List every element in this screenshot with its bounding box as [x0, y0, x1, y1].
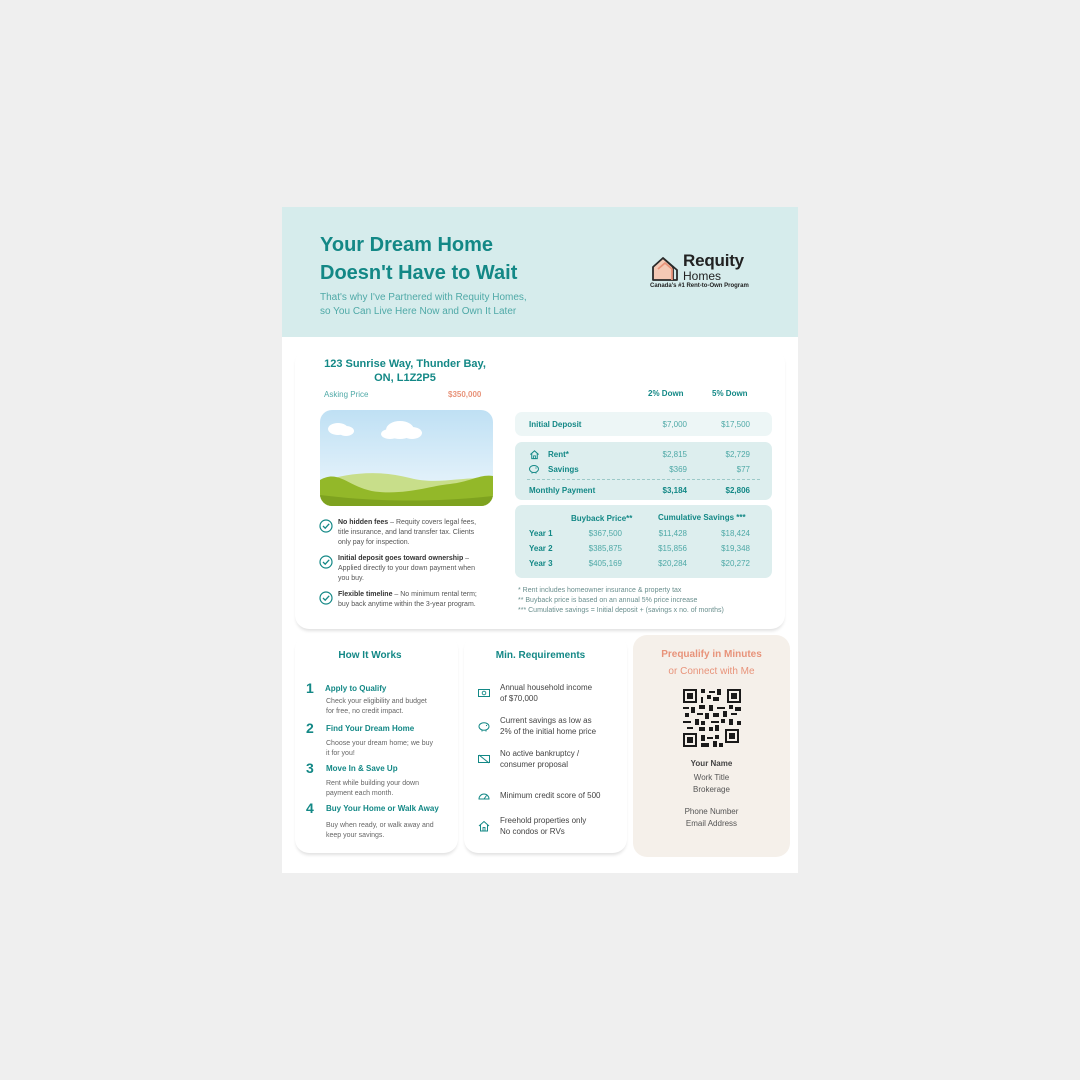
- logo-name: Requity: [683, 251, 744, 270]
- year-label: Year 3: [529, 559, 553, 568]
- piggy-bank-icon: [477, 719, 491, 733]
- footnote: * Rent includes homeowner insurance & property tax: [518, 587, 682, 594]
- no-bankruptcy-icon: [477, 752, 491, 766]
- prequalify-title: Prequalify in Minutes: [661, 649, 762, 660]
- gauge-icon: [477, 789, 491, 803]
- check-circle-icon: [319, 555, 333, 569]
- column-header-2pct: 2% Down: [648, 389, 684, 398]
- agent-work-title: Work Title: [693, 773, 730, 782]
- house-logo-icon: [650, 253, 680, 283]
- step-desc: Rent while building your down payment each month.: [326, 780, 419, 797]
- cumulative-2pct: $15,856: [658, 544, 687, 553]
- check-circle-icon: [319, 591, 333, 605]
- monthly-5pct: $2,806: [725, 486, 750, 495]
- qr-code-icon[interactable]: [683, 689, 741, 747]
- savings-2pct: $369: [669, 465, 687, 474]
- check-circle-icon: [319, 519, 333, 533]
- logo-tagline: Canada's #1 Rent-to-Own Program: [650, 283, 749, 289]
- savings-label: Savings: [548, 465, 579, 474]
- cumulative-2pct: $20,284: [658, 559, 687, 568]
- page-title: [320, 231, 620, 287]
- cumulative-2pct: $11,428: [658, 529, 687, 538]
- subtitle-line: so You Can Live Here Now and Own It Later: [320, 306, 517, 317]
- monthly-payment-label: Monthly Payment: [529, 486, 596, 495]
- column-header-5pct: 5% Down: [712, 389, 748, 398]
- buyback-value: $405,169: [588, 559, 622, 568]
- address-line: ON, L1Z2P5: [374, 372, 436, 384]
- requirement-text: Freehold properties only No condos or RVs: [500, 816, 587, 836]
- cumulative-5pct: $20,272: [721, 559, 750, 568]
- title-line: Your Dream Home: [320, 234, 494, 256]
- house-icon: [529, 449, 540, 460]
- step-desc: Choose your dream home; we buy it for you!: [326, 740, 433, 757]
- asking-price-label: Asking Price: [324, 390, 369, 399]
- step-number: 4: [306, 800, 314, 816]
- requirement-text: No active bankruptcy / consumer proposal: [500, 749, 580, 769]
- page-subtitle: [320, 291, 620, 319]
- subtitle-line: That's why I've Partnered with Requity Homes,: [320, 292, 527, 303]
- prequalify-subtitle: or Connect with Me: [668, 666, 755, 677]
- house-icon: [477, 819, 491, 833]
- buyback-value: $367,500: [588, 529, 622, 538]
- rent-label: Rent*: [548, 450, 569, 459]
- step-desc: Buy when ready, or walk away and keep your savings.: [326, 822, 434, 839]
- requirement-text: Current savings as low as 2% of the initial home price: [500, 716, 597, 736]
- step-number: 1: [306, 680, 314, 696]
- step-number: 2: [306, 720, 314, 736]
- logo-homes: Homes: [683, 269, 722, 283]
- year-label: Year 2: [529, 544, 553, 553]
- feature-text: No hidden fees – Requity covers legal fees, title insurance, and land transfer tax. Clients only pay for inspection.: [338, 519, 477, 546]
- step-desc: Check your eligibility and budget for free, no credit impact.: [326, 698, 427, 715]
- step-title: Apply to Qualify: [325, 684, 387, 693]
- feature-text: Initial deposit goes toward ownership – Applied directly to your down payment when you buy.: [338, 555, 475, 582]
- deposit-2pct: $7,000: [662, 420, 687, 429]
- requirement-text: Minimum credit score of 500: [500, 791, 601, 800]
- footnote: *** Cumulative savings = Initial deposit + (savings x no. of months): [518, 607, 724, 614]
- prequalify-card: [633, 635, 790, 857]
- step-title: Move In & Save Up: [326, 764, 398, 773]
- deposit-label: Initial Deposit: [529, 420, 582, 429]
- address-line: 123 Sunrise Way, Thunder Bay,: [324, 358, 486, 370]
- year-label: Year 1: [529, 529, 553, 538]
- rent-5pct: $2,729: [725, 450, 750, 459]
- header-banner: [282, 207, 798, 337]
- title-line: Doesn't Have to Wait: [320, 262, 518, 284]
- how-it-works-card: [295, 635, 458, 853]
- piggy-bank-icon: [528, 463, 540, 474]
- cash-icon: [477, 686, 491, 700]
- property-photo: [320, 410, 493, 506]
- savings-5pct: $77: [736, 465, 750, 474]
- cumulative-header: Cumulative Savings ***: [658, 513, 746, 522]
- monthly-2pct: $3,184: [662, 486, 687, 495]
- requirements-card: [464, 635, 627, 853]
- step-number: 3: [306, 760, 314, 776]
- cumulative-5pct: $19,348: [721, 544, 750, 553]
- property-address: [320, 357, 490, 385]
- how-it-works-title: How It Works: [338, 650, 402, 661]
- rent-2pct: $2,815: [662, 450, 687, 459]
- deposit-5pct: $17,500: [721, 420, 750, 429]
- feature-text: Flexible timeline – No minimum rental term; buy back anytime within the 3-year program.: [338, 591, 477, 608]
- flyer: [282, 207, 798, 873]
- buyback-header: Buyback Price**: [571, 514, 633, 523]
- agent-brokerage: Brokerage: [693, 785, 730, 794]
- footnotes: [518, 586, 778, 616]
- buyback-value: $385,875: [588, 544, 622, 553]
- landscape-illustration: [320, 410, 493, 506]
- divider: [527, 479, 760, 480]
- footnote: ** Buyback price is based on an annual 5% price increase: [518, 597, 698, 604]
- step-title: Buy Your Home or Walk Away: [326, 804, 439, 813]
- requirements-title: Min. Requirements: [495, 650, 586, 661]
- agent-email[interactable]: Email Address: [685, 819, 738, 828]
- agent-phone[interactable]: Phone Number: [684, 807, 739, 816]
- asking-price-value: $350,000: [448, 390, 482, 399]
- agent-name: Your Name: [690, 759, 733, 768]
- cumulative-5pct: $18,424: [721, 529, 750, 538]
- requity-logo: [650, 251, 770, 295]
- step-title: Find Your Dream Home: [326, 724, 415, 733]
- requirement-text: Annual household income of $70,000: [500, 683, 593, 703]
